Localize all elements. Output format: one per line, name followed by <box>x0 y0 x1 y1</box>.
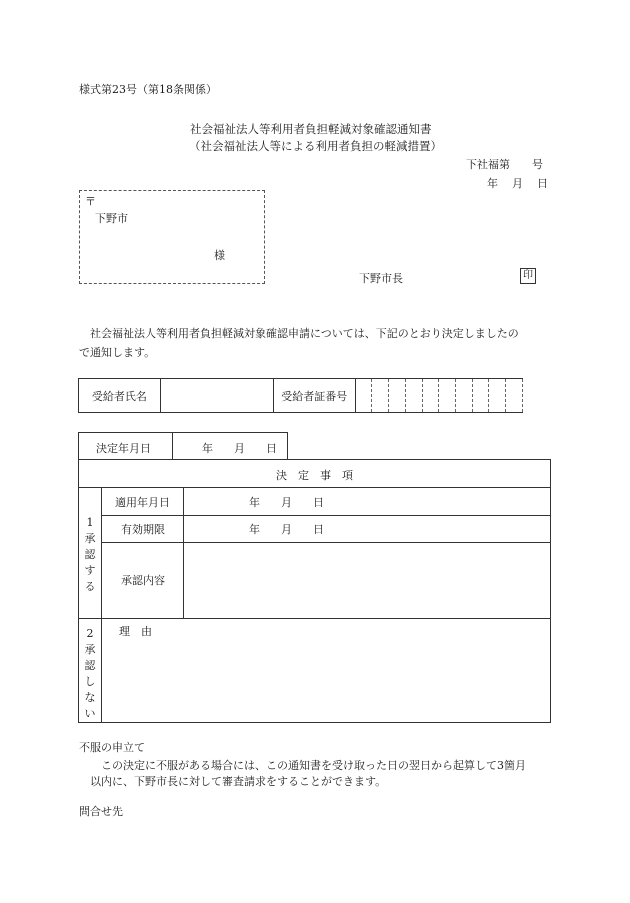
decision-date-value[interactable]: 年 月 日 <box>202 442 277 455</box>
decision-table <box>78 459 551 723</box>
recipient-number-label: 受給者証番号 <box>273 379 355 413</box>
decision-date-label: 決定年月日 <box>96 442 151 455</box>
apply-date-value[interactable]: 年 月 日 <box>249 496 324 509</box>
recipient-number-digit[interactable] <box>489 379 506 413</box>
reason-label: 理 由 <box>119 625 152 638</box>
issuer: 下野市長 <box>359 272 403 285</box>
seal-mark: 印 <box>520 268 536 284</box>
appeal-text-line1: この決定に不服がある場合には、この通知書を受け取った日の翌日から起算して3箇月 <box>101 759 526 772</box>
recipient-name-field[interactable] <box>160 379 273 413</box>
recipient-number-digit[interactable] <box>472 379 489 413</box>
address-city: 下野市 <box>95 212 128 225</box>
divider <box>79 487 550 488</box>
recipient-number-digit[interactable] <box>422 379 439 413</box>
recipient-number-digit[interactable] <box>506 379 523 413</box>
valid-period-label: 有効期限 <box>121 523 165 536</box>
recipient-number-digit[interactable] <box>405 379 422 413</box>
approve-label: 1 承 認 す る <box>84 516 96 593</box>
decision-date-box <box>78 432 288 460</box>
divider <box>79 618 550 619</box>
recipient-number-digit[interactable] <box>455 379 472 413</box>
reference-number: 下社福第 号 <box>466 158 543 171</box>
document-title: 社会福祉法人等利用者負担軽減対象確認通知書 <box>190 122 432 136</box>
divider <box>101 487 102 722</box>
approval-content-field[interactable] <box>185 544 548 616</box>
recipient-table <box>78 378 523 413</box>
divider <box>101 515 550 516</box>
honorific: 様 <box>214 249 225 262</box>
contact-label: 問合せ先 <box>79 805 123 818</box>
decision-header: 決 定 事 項 <box>276 469 353 482</box>
appeal-text-line2: 以内に、下野市長に対して審査請求をすることができます。 <box>90 775 387 788</box>
form-id: 様式第23号（第18条関係） <box>79 83 217 96</box>
divider <box>183 487 184 618</box>
divider <box>172 433 173 460</box>
valid-period-value[interactable]: 年 月 日 <box>249 523 324 536</box>
reason-field[interactable] <box>103 640 548 720</box>
recipient-name-label: 受給者氏名 <box>79 379 161 413</box>
appeal-heading: 不服の申立て <box>79 741 145 754</box>
address-box <box>79 190 265 284</box>
issue-date: 年 月 日 <box>487 177 548 190</box>
apply-date-label: 適用年月日 <box>115 496 170 509</box>
recipient-number-digit[interactable] <box>389 379 406 413</box>
body-text-line1: 社会福祉法人等利用者負担軽減対象確認申請については、下記のとおり決定しましたの <box>90 327 519 340</box>
divider <box>101 542 550 543</box>
body-text-line2: で通知します。 <box>79 346 156 359</box>
approval-content-label: 承認内容 <box>121 574 165 587</box>
reject-label: 2 承 認 し な い <box>84 627 96 720</box>
postal-mark: 〒 <box>85 195 96 208</box>
recipient-number-digit[interactable] <box>439 379 456 413</box>
recipient-number-digit[interactable] <box>355 379 372 413</box>
recipient-number-digit[interactable] <box>372 379 389 413</box>
document-subtitle: （社会福祉法人等による利用者負担の軽減措置） <box>189 139 442 153</box>
